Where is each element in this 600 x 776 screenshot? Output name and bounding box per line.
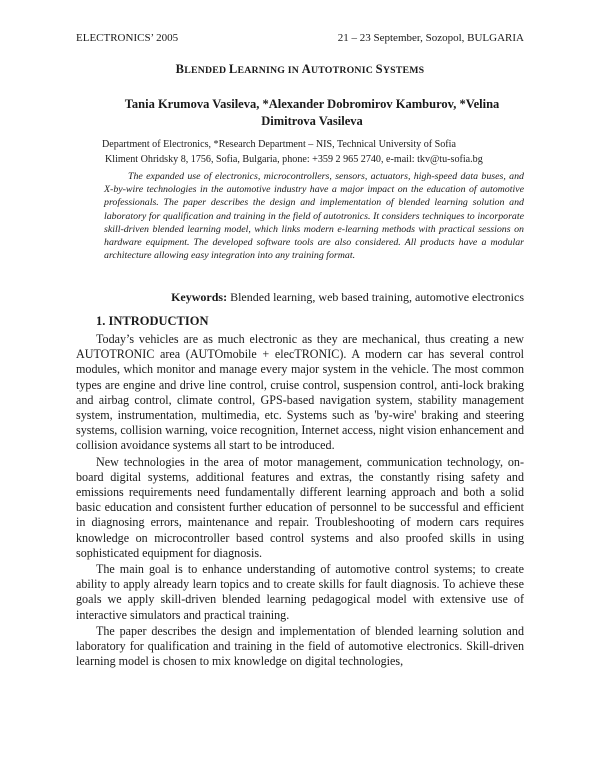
running-header	[76, 32, 524, 48]
affiliation-line: Department of Electronics, *Research Department – NIS, Technical University of Sofia	[102, 139, 456, 150]
title-cap: A	[301, 62, 311, 76]
author-list: Tania Krumova Vasileva, *Alexander Dobromirov Kamburov, *Velina Dimitrova Vasileva	[124, 97, 500, 128]
header-conference: ELECTRONICS’ 2005	[76, 32, 179, 44]
paper-title	[60, 62, 540, 77]
keywords-label: Keywords:	[171, 290, 228, 304]
title-cap: B	[175, 62, 185, 76]
paragraph: Today’s vehicles are as much electronic as they are mechanical, thus creating a new AUTOTRONIC area (AUTOmobile + elecTRONIC). A modern car has several control modules, which monitor and manage every major system in the vehicle. The most common types are engine and drive line control, cruise control, suspension control, anti-lock braking and airbag control, climate control, GPS-based navigation system, stability management system, instrumentation, multimedia, etc. Systems such as 'by-wire' braking and steering systems, collision warning, voice recognition, Internet access, night vision enhancement and collision avoidance systems all start to be introduced.	[76, 332, 524, 453]
paragraph: The paper describes the design and implementation of blended learning solution and laboratory for qualification and training in the field of automotive electronics. Skill-driven learning model is chosen to mix knowledge on digital technologies,	[76, 623, 524, 669]
paragraph: The main goal is to enhance understanding of automotive control systems; to create ability to apply already learn topics and to create skills for fault diagnosis. To achieve these goals we apply skill-driven blended learning pedagogical model with extensive use of interactive simulators and practical training.	[76, 562, 524, 622]
affiliation	[102, 137, 528, 167]
title-smallcaps: UTOTRONIC	[310, 65, 376, 76]
keywords	[76, 290, 524, 305]
abstract: The expanded use of electronics, microcontrollers, sensors, actuators, high-speed data buses, and X-by-wire technologies in the automotive industry have a major impact on the education of automotive professionals. The paper describes the design and implementation of blended learning solution and laboratory for qualification and training in the field of autotronics. It considers techniques to incorporate skill-driven blended learning model, which links modern e-learning methods with practical sessions on hardware equipment. The developed software tools are also considered. All products have a modular architecture allowing easy integration into any training format.	[104, 171, 524, 262]
header-date-location: 21 – 23 September, Sozopol, BULGARIA	[337, 32, 524, 44]
title-cap: S	[375, 62, 383, 76]
title-smallcaps: LENDED	[184, 65, 229, 76]
section-heading: 1. INTRODUCTION	[96, 314, 209, 328]
affiliation-line: Kliment Ohridsky 8, 1756, Sofia, Bulgaria, phone: +359 2 965 2740, e-mail: tkv@tu-sofia.bg	[105, 154, 483, 165]
title-cap: L	[228, 62, 238, 76]
section-body	[76, 332, 524, 670]
keywords-text: Blended learning, web based training, automotive electronics	[227, 290, 524, 304]
title-smallcaps: EARNING IN	[237, 65, 302, 76]
paragraph: New technologies in the area of motor management, communication technology, on-board digital systems, additional features and extras, the constantly rising safety and emissions requirements need fundamentally different learning approach and both a solid basic education and consistent further education of personnel to be successful and efficient in diagnosing errors, maintenance and repair. Troubleshooting of modern cars requires knowledge on microcontroller based control systems and also proofed skills in using sophisticated equipment for diagnosis.	[76, 454, 524, 560]
title-smallcaps: YSTEMS	[382, 65, 425, 76]
